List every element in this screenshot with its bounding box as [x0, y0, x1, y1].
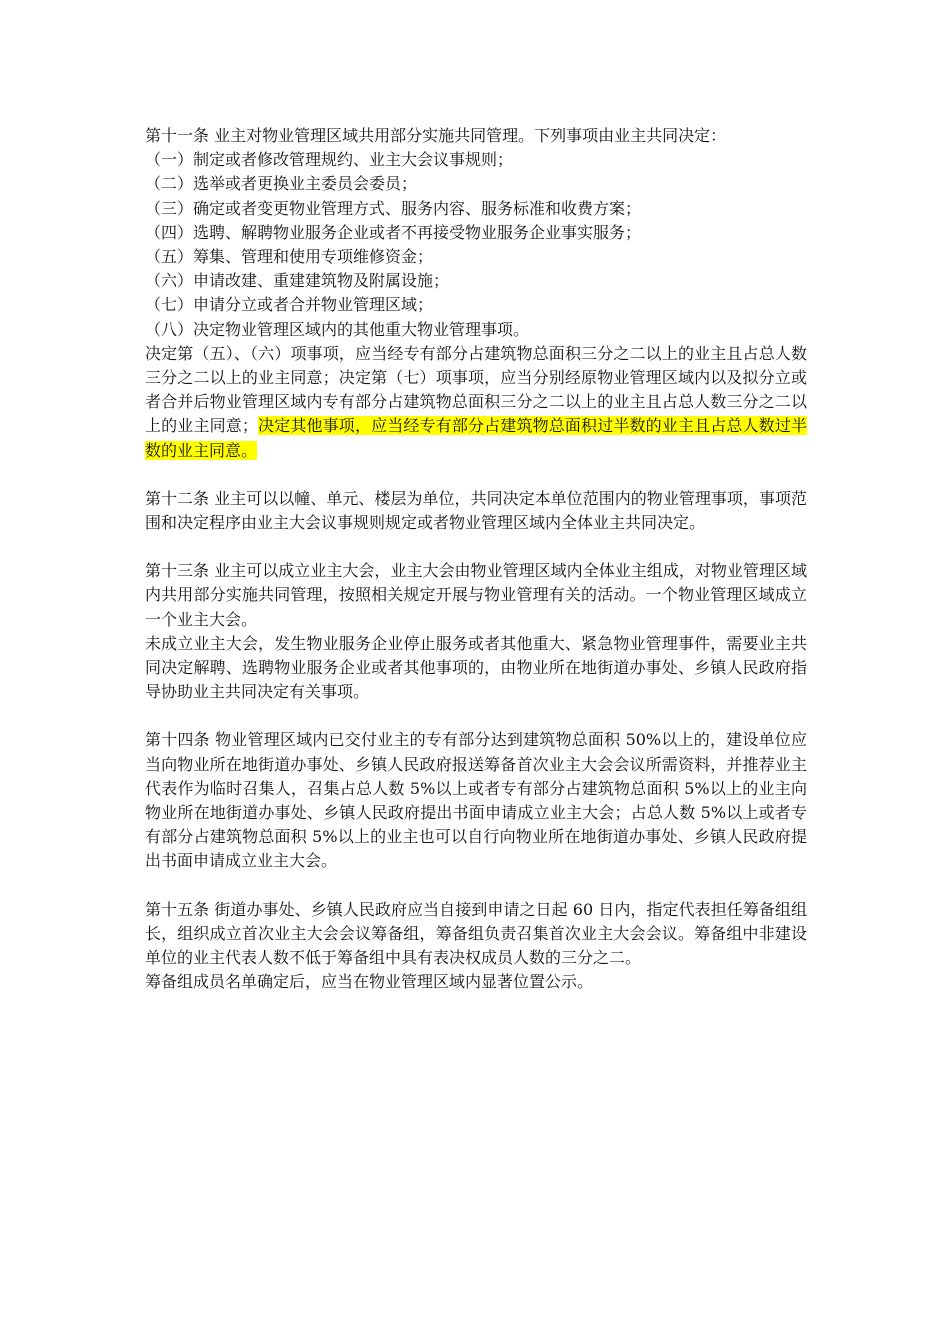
article-11-highlighted-text: 决定其他事项，应当经专有部分占建筑物总面积过半数的业主且占总人数过半数的业主同意。 — [145, 416, 807, 460]
article-15 — [145, 898, 807, 995]
article-14-text: 第十四条 物业管理区域内已交付业主的专有部分达到建筑物总面积 50%以上的，建设单位应当向物业所在地街道办事处、乡镇人民政府报送筹备首次业主大会会议所需资料，并推荐业主代表作为临时召集人，召集占总人数 5%以上或者专有部分占建筑物总面积 5%以上的业主向物业所在地街道办事处、乡镇人民政府提出书面申请成立业主大会；占总人数 5%以上或者专有部分占建筑物总面积 5%以上的业主也可以自行向物业所在地街道办事处、乡镇人民政府提出书面申请成立业主大会。 — [145, 730, 807, 871]
article-11-intro: 第十一条 业主对物业管理区域共用部分实施共同管理。下列事项由业主共同决定： — [145, 126, 727, 145]
article-15-paragraph-2: 筹备组成员名单确定后，应当在物业管理区域内显著位置公示。 — [145, 972, 594, 992]
article-11-item-5: （五）筹集、管理和使用专项维修资金； — [145, 247, 434, 267]
article-13 — [145, 559, 807, 704]
article-11-item-6: （六）申请改建、重建建筑物及附属设施； — [145, 271, 450, 291]
article-11 — [145, 124, 807, 463]
article-11-item-7: （七）申请分立或者合并物业管理区域； — [145, 295, 434, 315]
article-11-item-4: （四）选聘、解聘物业服务企业或者不再接受物业服务企业事实服务； — [145, 222, 642, 242]
article-11-item-8: （八）决定物业管理区域内的其他重大物业管理事项。 — [145, 319, 530, 339]
article-11-decision-text: 决定第（五）、（六）项事项，应当经专有部分占建筑物总面积三分之二以上的业主且占总人数三分之二以上的业主同意；决定第（七）项事项，应当分别经原物业管理区域内以及拟分立或者合并后物业管理区域内专有部分占建筑物总面积三分之二以上的业主且占总人数三分之二以上的业主同意； — [145, 343, 807, 436]
article-12-text: 第十二条 业主可以以幢、单元、楼层为单位，共同决定本单位范围内的物业管理事项，事项范围和决定程序由业主大会议事规则规定或者物业管理区域内全体业主共同决定。 — [145, 488, 807, 533]
article-15-paragraph-1: 第十五条 街道办事处、乡镇人民政府应当自接到申请之日起 60 日内，指定代表担任筹备组组长，组织成立首次业主大会会议筹备组，筹备组负责召集首次业主大会会议。筹备组中非建设单位的业主代表人数不低于筹备组中具有表决权成员人数的三分之二。 — [145, 899, 807, 968]
article-13-paragraph-1: 第十三条 业主可以成立业主大会，业主大会由物业管理区域内全体业主组成，对物业管理区域内共用部分实施共同管理，按照相关规定开展与物业管理有关的活动。一个物业管理区域成立一个业主大会。 — [145, 561, 807, 629]
article-13-paragraph-2: 未成立业主大会，发生物业服务企业停止服务或者其他重大、紧急物业管理事件，需要业主共同决定解聘、选聘物业服务企业或者其他事项的，由物业所在地街道办事处、乡镇人民政府指导协助业主共同决定有关事项。 — [145, 633, 807, 702]
article-11-decision — [145, 342, 807, 463]
article-12 — [145, 487, 807, 535]
article-11-item-1: （一）制定或者修改管理规约、业主大会议事规则； — [145, 150, 514, 170]
article-11-item-2: （二）选举或者更换业主委员会委员； — [145, 174, 418, 194]
article-14 — [145, 728, 807, 873]
article-11-item-3: （三）确定或者变更物业管理方式、服务内容、服务标准和收费方案； — [145, 198, 642, 218]
document-page — [145, 124, 807, 1019]
